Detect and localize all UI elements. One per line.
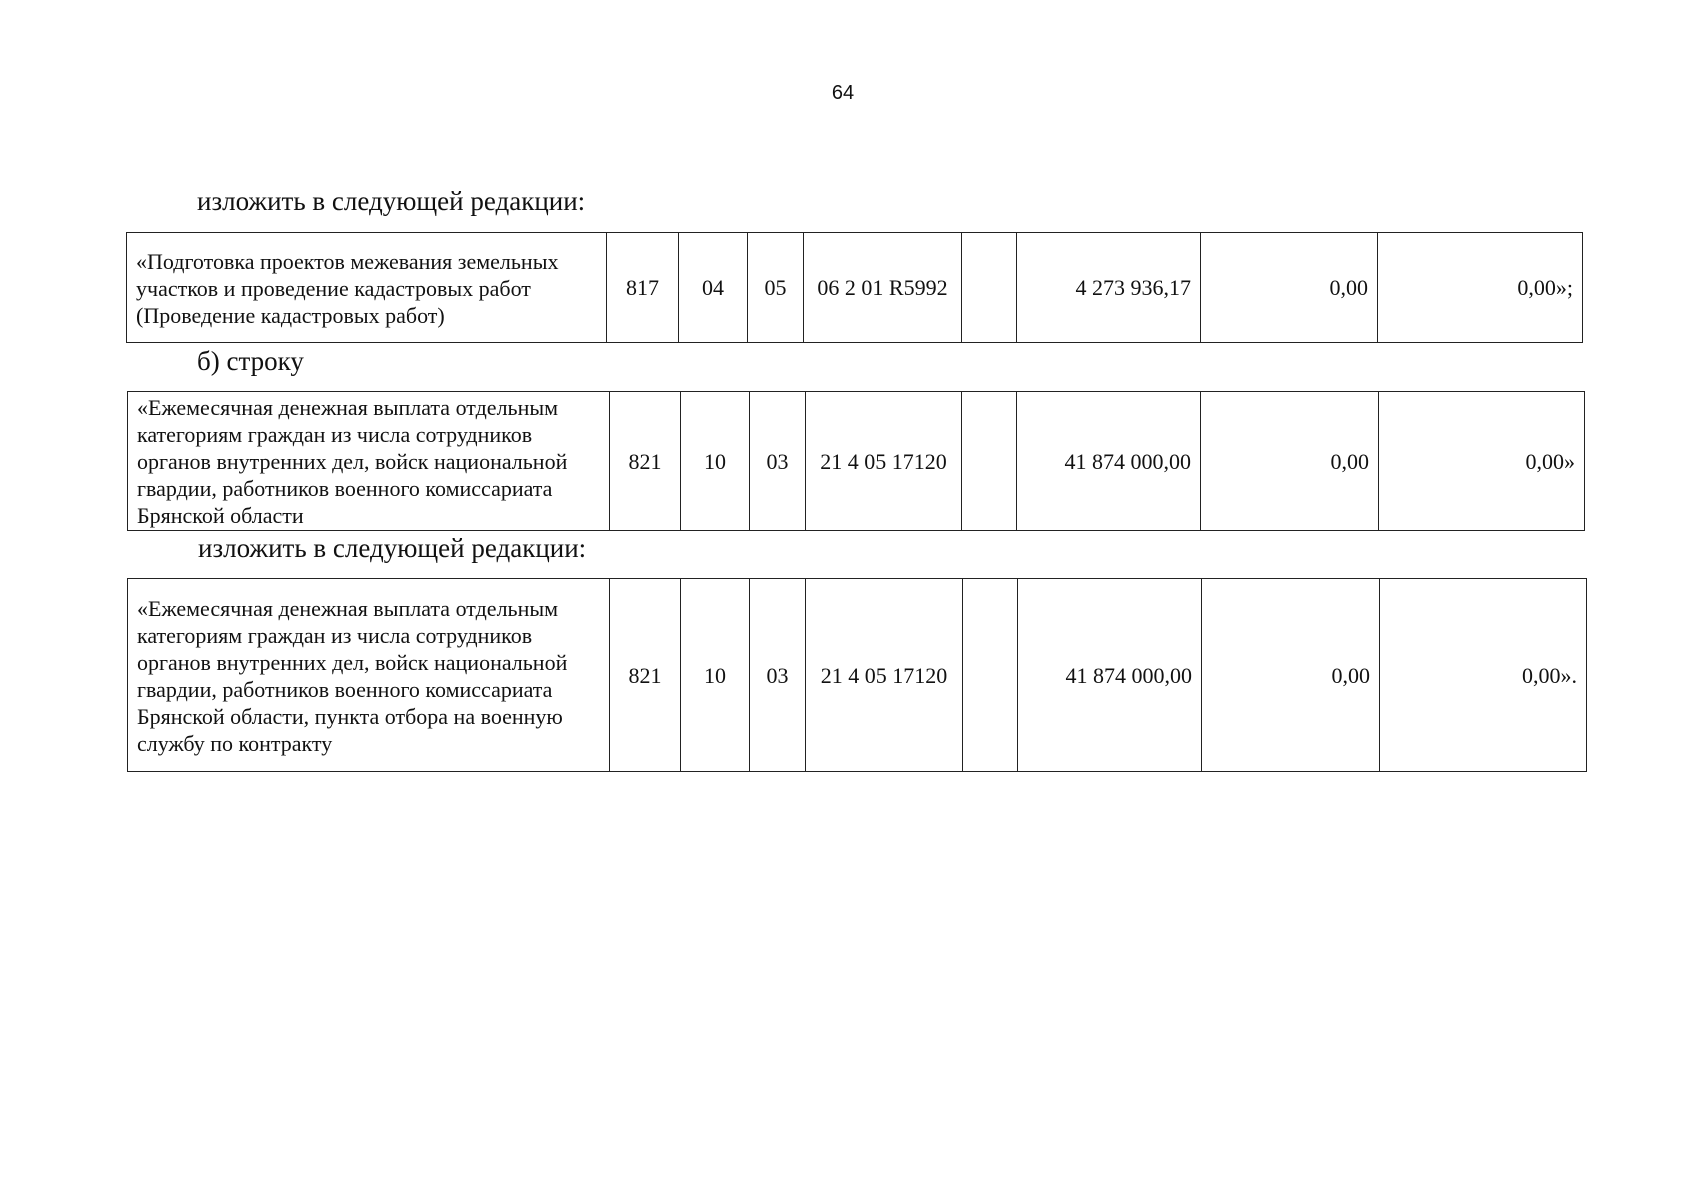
grbs-cell: 817 [607,233,679,343]
amount-1-cell: 41 874 000,00 [1018,579,1202,772]
amount-2-cell: 0,00 [1201,392,1379,531]
target-article-cell: 06 2 01 R5992 [804,233,962,343]
target-article-cell: 21 4 05 17120 [806,579,963,772]
row-name-cell: «Подготовка проектов межевания земельных участков и проведение кадастровых работ (Проведение кадастровых работ) [127,233,607,343]
table-row [128,392,1585,531]
expense-type-cell [962,233,1017,343]
amount-3-cell: 0,00» [1379,392,1585,531]
section-cell: 04 [679,233,748,343]
amount-1-cell: 41 874 000,00 [1017,392,1201,531]
grbs-cell: 821 [610,392,681,531]
amount-2-cell: 0,00 [1202,579,1380,772]
amount-3-cell: 0,00». [1380,579,1587,772]
section-cell: 10 [681,579,750,772]
amount-2-cell: 0,00 [1201,233,1378,343]
section-cell: 10 [681,392,750,531]
amount-3-cell: 0,00»; [1378,233,1583,343]
instruction-text: б) строку [197,346,304,376]
budget-row-table [127,391,1585,531]
subsection-cell: 05 [748,233,804,343]
table-row [128,579,1587,772]
row-name-cell: «Ежемесячная денежная выплата отдельным категориям граждан из числа сотрудников органов внутренних дел, войск национальной гвардии, работников военного комиссариата Брянской области [128,392,610,531]
instruction-text: изложить в следующей редакции: [198,533,587,563]
expense-type-cell [962,392,1017,531]
instruction-text: изложить в следующей редакции: [197,186,586,216]
target-article-cell: 21 4 05 17120 [806,392,962,531]
subsection-cell: 03 [750,579,806,772]
budget-row-table [126,232,1583,343]
budget-row-table [127,578,1587,772]
table-row [127,233,1583,343]
expense-type-cell [963,579,1018,772]
subsection-cell: 03 [750,392,806,531]
page-number: 64 [831,82,855,104]
amount-1-cell: 4 273 936,17 [1017,233,1201,343]
row-name-cell: «Ежемесячная денежная выплата отдельным категориям граждан из числа сотрудников органов внутренних дел, войск национальной гвардии, работников военного комиссариата Брянской области, пункта отбора на военную службу по контракту [128,579,610,772]
grbs-cell: 821 [610,579,681,772]
